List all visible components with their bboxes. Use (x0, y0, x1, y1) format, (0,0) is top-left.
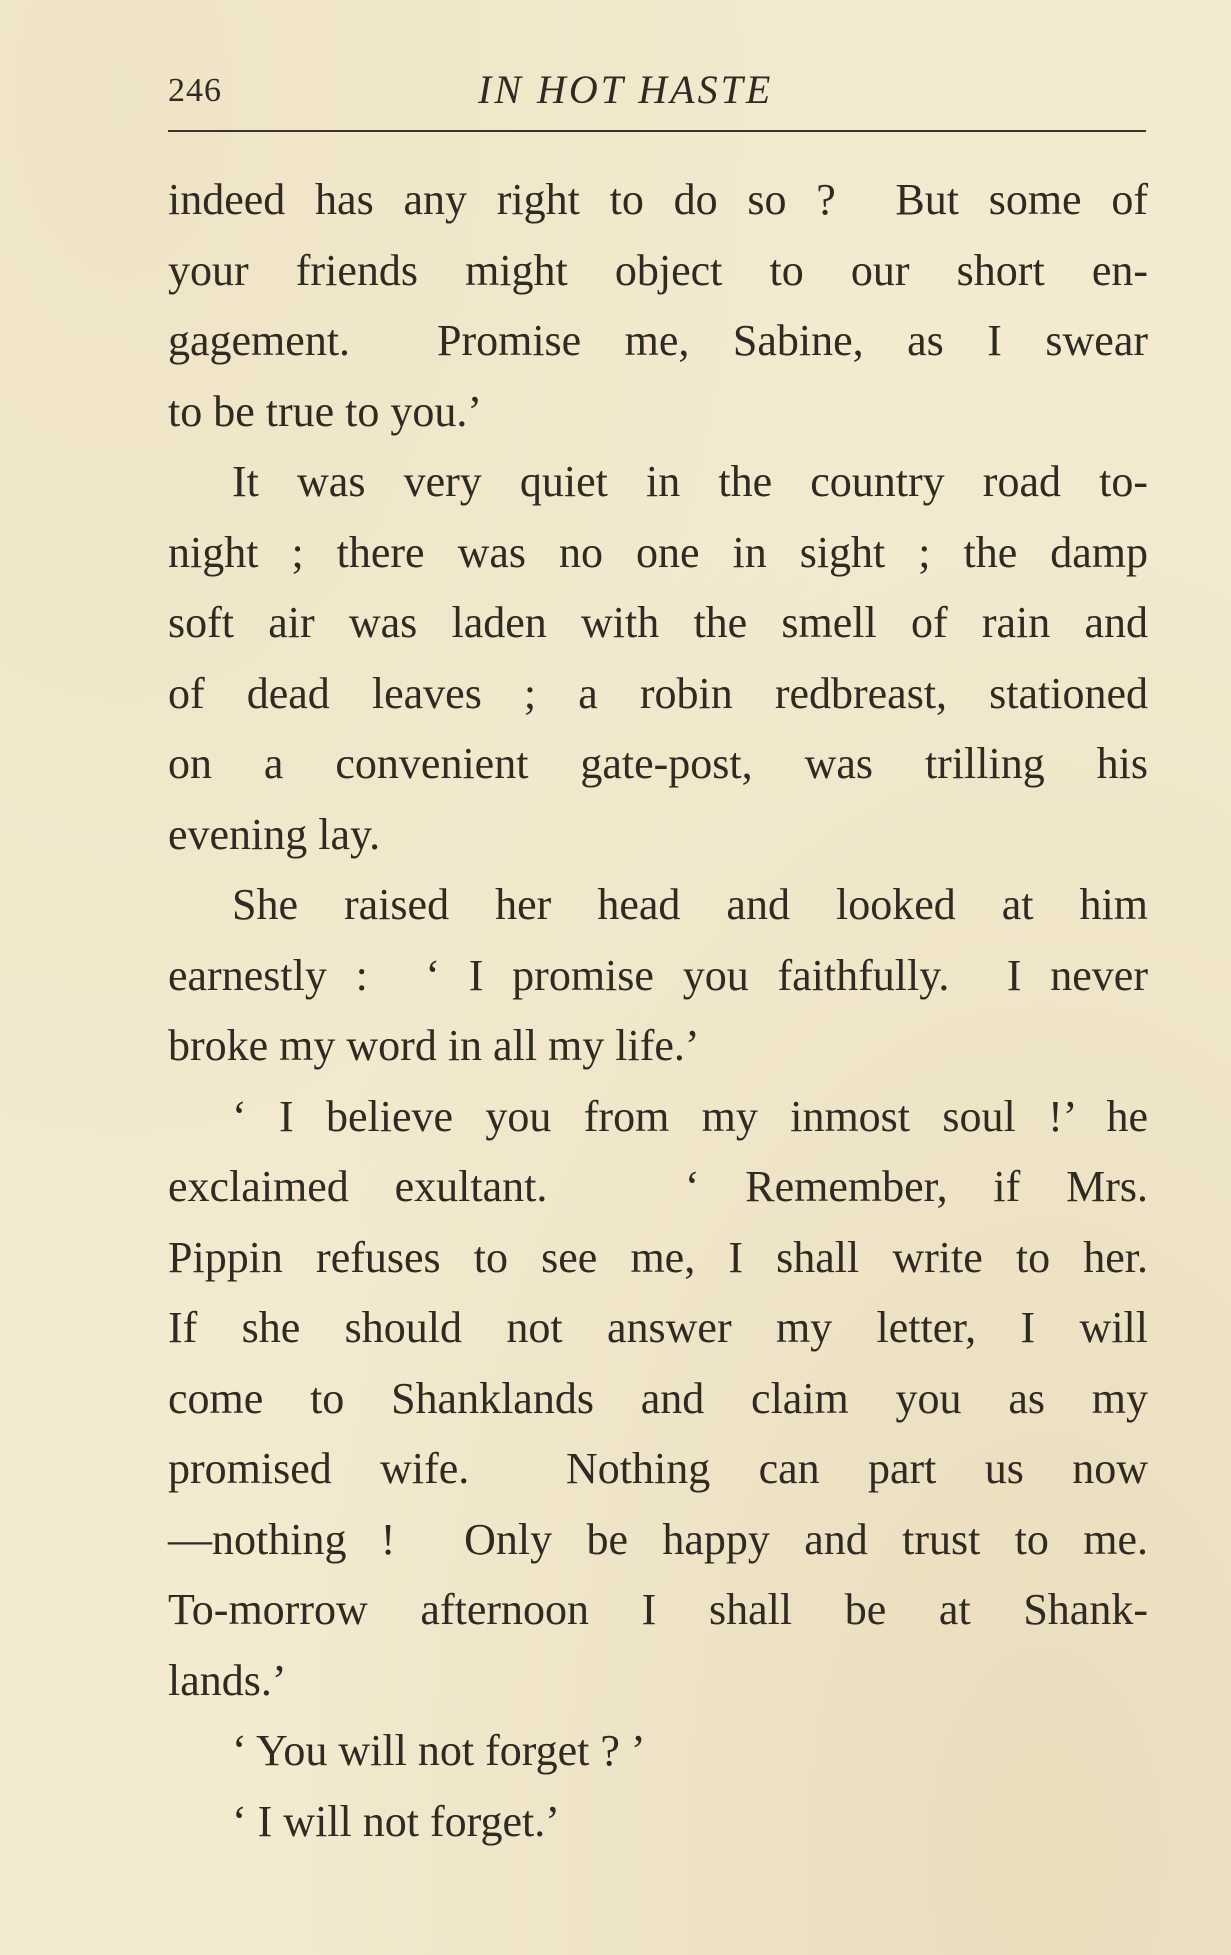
text-line: ‘ I will not forget.’ (232, 1796, 560, 1846)
text-line: Pippin refuses to see me, I shall write to her. (168, 1232, 1148, 1282)
text-line: come to Shanklands and claim you as my (168, 1373, 1148, 1423)
text-line: —nothing ! Only be happy and trust to me. (168, 1514, 1148, 1564)
text-line: exclaimed exultant. ‘ Remember, if Mrs. (168, 1162, 1148, 1211)
text-line: broke my word in all my life.’ (168, 1021, 700, 1070)
text-line: ‘ I believe you from my inmost soul !’ he (232, 1091, 1148, 1141)
body-text (168, 165, 1148, 1857)
text-line: gagement. Promise me, Sabine, as I swear (168, 316, 1148, 365)
text-line: to be true to you.’ (168, 386, 483, 436)
text-line: on a convenient gate-post, was trilling his (168, 739, 1148, 788)
text-line: promised wife. Nothing can part us now (168, 1444, 1148, 1493)
text-line: ‘ You will not forget ? ’ (232, 1726, 646, 1775)
text-line: earnestly : ‘ I promise you faithfully. I never (168, 950, 1148, 1000)
text-line: night ; there was no one in sight ; the damp (168, 527, 1148, 577)
page-number: 246 (168, 72, 222, 109)
header-rule (168, 130, 1146, 132)
text-line: soft air was laden with the smell of rain and (168, 598, 1148, 647)
running-title: IN HOT HASTE (478, 67, 774, 112)
running-head (168, 62, 1148, 122)
text-line: lands.’ (168, 1655, 287, 1705)
text-line: She raised her head and looked at him (232, 880, 1148, 929)
text-line: your friends might object to our short en- (168, 245, 1148, 295)
text-line: To-morrow afternoon I shall be at Shank- (168, 1585, 1148, 1634)
text-line: evening lay. (168, 809, 381, 859)
text-line: If she should not answer my letter, I will (168, 1303, 1148, 1352)
text-line: It was very quiet in the country road to- (232, 457, 1148, 506)
text-line: indeed has any right to do so ? But some of (168, 175, 1148, 224)
text-line: of dead leaves ; a robin redbreast, stationed (168, 668, 1148, 718)
